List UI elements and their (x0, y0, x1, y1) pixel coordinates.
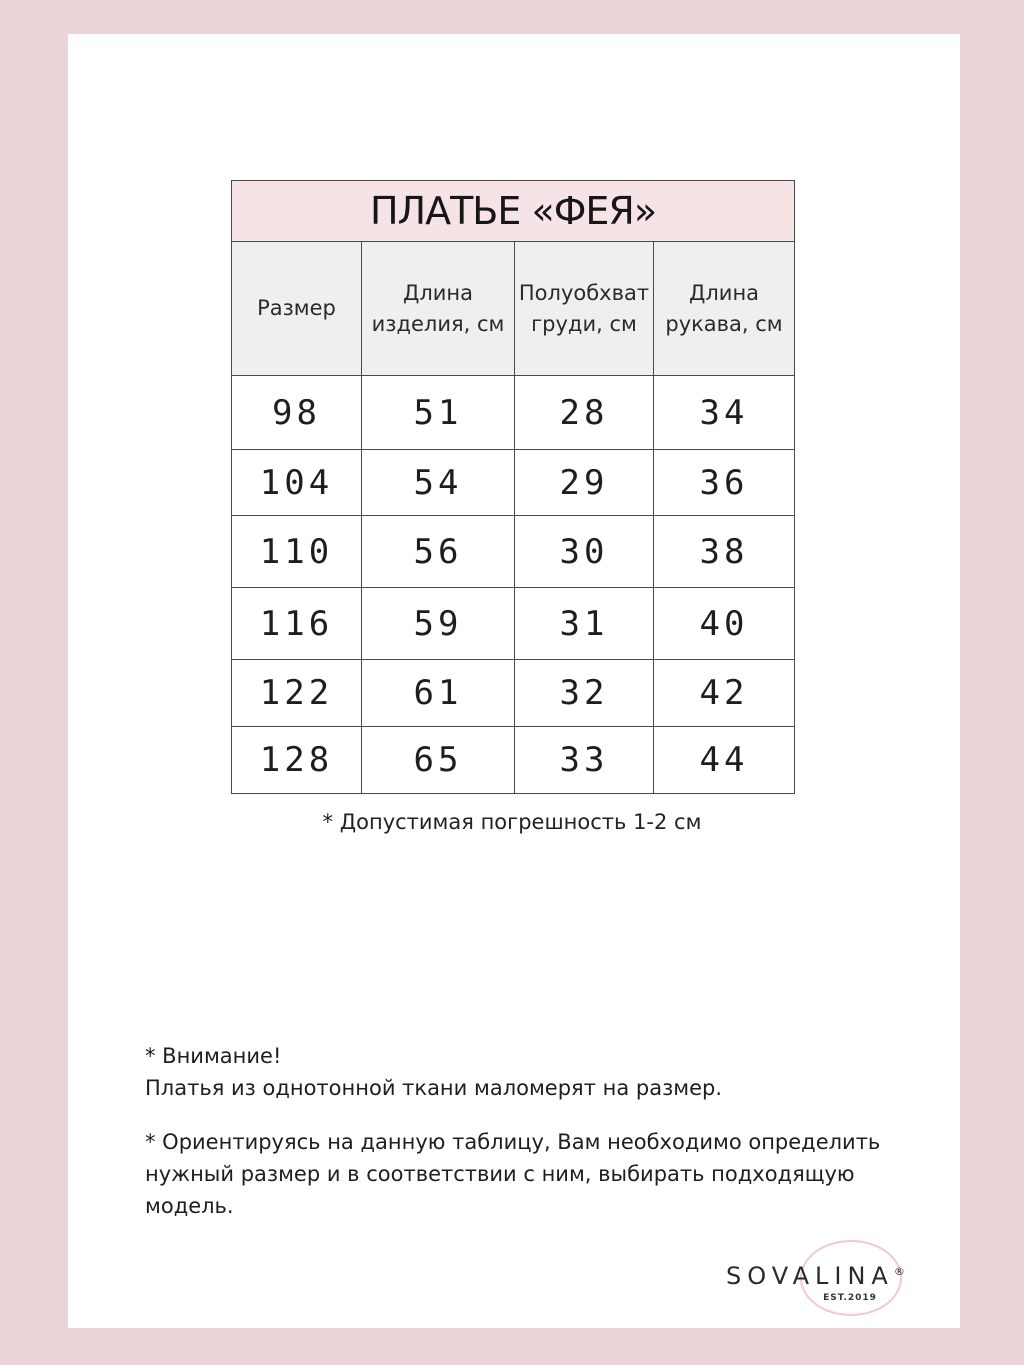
table-title: ПЛАТЬЕ «ФЕЯ» (232, 181, 795, 242)
table-row (232, 376, 795, 450)
brand-logo (722, 1240, 952, 1320)
logo-name: SOVALINA (726, 1262, 894, 1290)
table-row (232, 516, 795, 588)
header-sleeve-line2: рукава, см (665, 311, 783, 336)
header-sleeve-line1: Длина (688, 280, 760, 305)
cell-sleeve: 42 (654, 660, 795, 727)
cell-size: 110 (232, 516, 362, 588)
cell-chest: 30 (515, 516, 654, 588)
cell-length: 65 (362, 727, 515, 794)
cell-size: 116 (232, 588, 362, 660)
registered-mark: ® (893, 1265, 905, 1278)
cell-size: 128 (232, 727, 362, 794)
cell-sleeve: 38 (654, 516, 795, 588)
header-chest-line1: Полуобхват (518, 280, 650, 305)
table-row (232, 588, 795, 660)
header-chest-line2: груди, см (531, 311, 637, 336)
logo-wordmark (726, 1262, 905, 1290)
attention-text: Платья из однотонной ткани маломерят на размер. (145, 1076, 723, 1100)
header-chest (515, 242, 654, 376)
cell-chest: 29 (515, 450, 654, 516)
cell-sleeve: 34 (654, 376, 795, 450)
cell-length: 54 (362, 450, 515, 516)
cell-chest: 33 (515, 727, 654, 794)
cell-chest: 28 (515, 376, 654, 450)
cell-length: 51 (362, 376, 515, 450)
header-length (362, 242, 515, 376)
cell-size: 122 (232, 660, 362, 727)
notes-block (145, 1040, 925, 1244)
cell-sleeve: 44 (654, 727, 795, 794)
cell-size: 98 (232, 376, 362, 450)
cell-length: 59 (362, 588, 515, 660)
cell-chest: 31 (515, 588, 654, 660)
cell-length: 61 (362, 660, 515, 727)
header-size-line1: Размер (257, 296, 336, 320)
cell-chest: 32 (515, 660, 654, 727)
guide-note: * Ориентируясь на данную таблицу, Вам необходимо определить нужный размер и в соответствии с ним, выбирать подходящую модель. (145, 1130, 881, 1218)
cell-length: 56 (362, 516, 515, 588)
cell-size: 104 (232, 450, 362, 516)
cell-sleeve: 40 (654, 588, 795, 660)
size-table (231, 180, 795, 794)
header-size (232, 242, 362, 376)
table-row (232, 727, 795, 794)
table-row (232, 660, 795, 727)
tolerance-footnote: * Допустимая погрешность 1-2 см (322, 810, 702, 834)
header-sleeve (654, 242, 795, 376)
header-length-line2: изделия, см (371, 311, 505, 336)
logo-est: EST.2019 (823, 1293, 877, 1303)
attention-note (145, 1040, 925, 1104)
header-length-line1: Длина (402, 280, 474, 305)
cell-sleeve: 36 (654, 450, 795, 516)
table-row (232, 450, 795, 516)
attention-title: * Внимание! (145, 1044, 282, 1068)
